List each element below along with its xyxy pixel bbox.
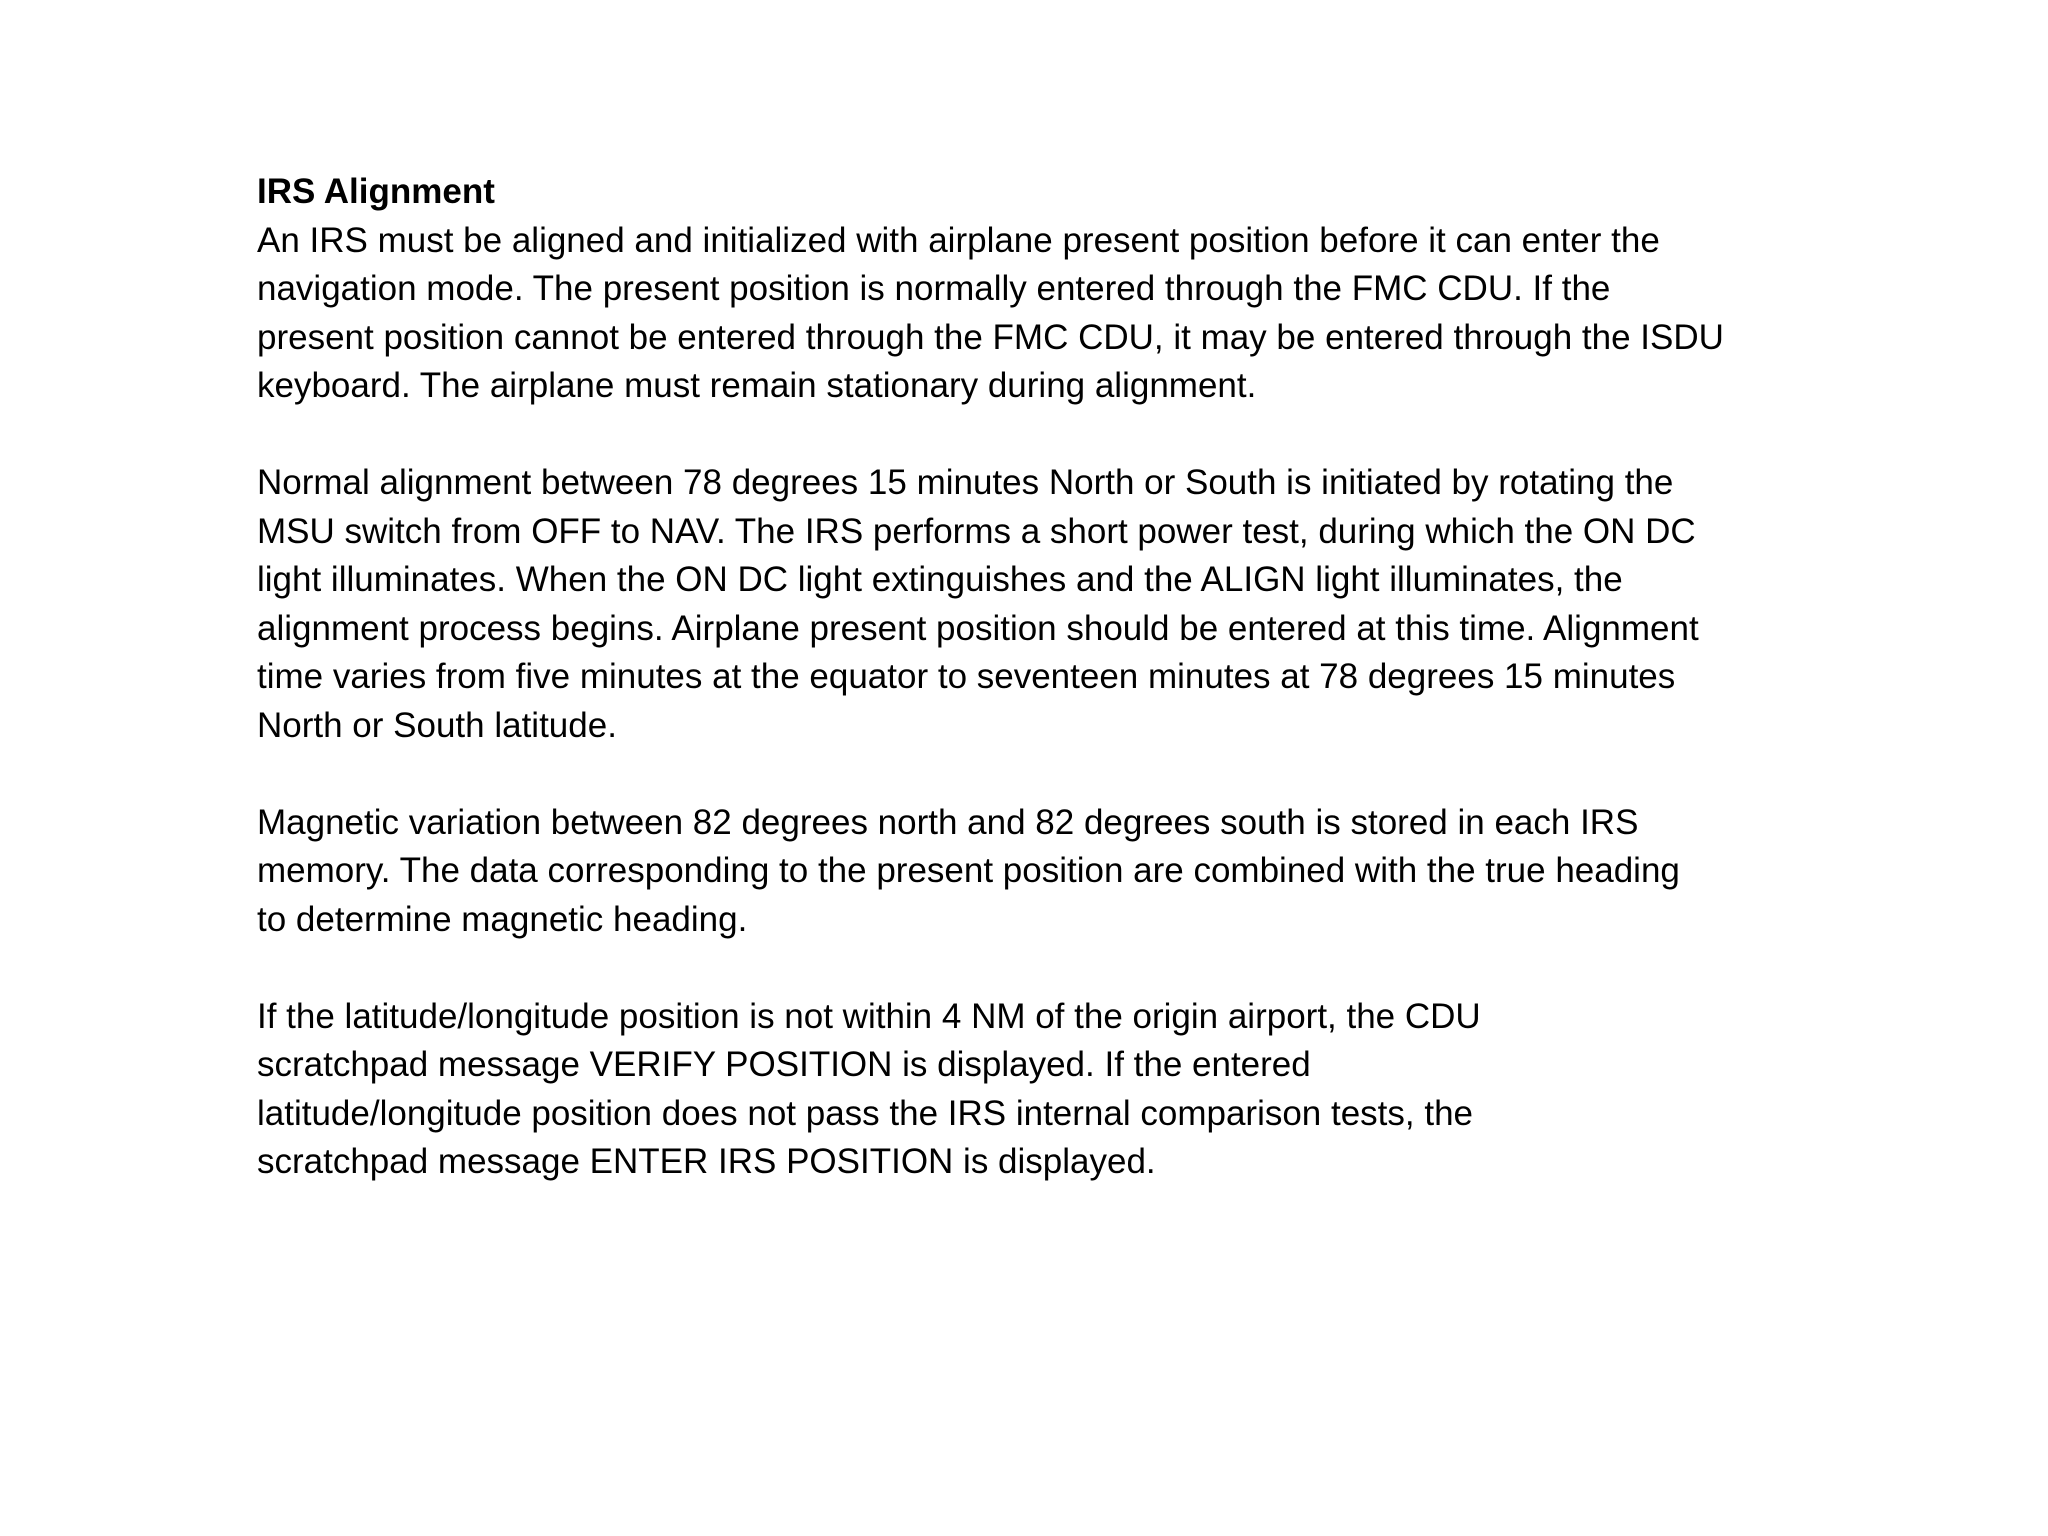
text-line: memory. The data corresponding to the present position are combined with the true heading [257,851,1680,890]
text-line: light illuminates. When the ON DC light extinguishes and the ALIGN light illuminates, the [257,560,1623,599]
text-line: Magnetic variation between 82 degrees north and 82 degrees south is stored in each IRS [257,802,1639,842]
text-line: present position cannot be entered through the FMC CDU, it may be entered through the ISDU [257,317,1724,357]
text-line: MSU switch from OFF to NAV. The IRS performs a short power test, during which the ON DC [257,511,1696,551]
paragraph-irs-initialization [257,217,1857,411]
paragraph-spacer [257,944,1857,993]
text-line: North or South latitude. [257,705,617,745]
paragraph-spacer [257,750,1857,799]
text-line: latitude/longitude position does not pass the IRS internal comparison tests, the [257,1093,1474,1133]
paragraph-spacer [257,411,1857,460]
paragraph-normal-alignment [257,459,1857,750]
text-line: to determine magnetic heading. [257,899,748,939]
text-line: Normal alignment between 78 degrees 15 minutes North or South is initiated by rotating the [257,463,1674,502]
text-body [257,168,1857,1187]
section-heading: IRS Alignment [257,172,495,211]
paragraph-position-verification [257,993,1857,1187]
text-line: scratchpad message ENTER IRS POSITION is displayed. [257,1142,1156,1181]
text-line: An IRS must be aligned and initialized with airplane present position before it can enter the [257,220,1660,260]
text-line: navigation mode. The present position is normally entered through the FMC CDU. If the [257,269,1611,308]
paragraph-magnetic-variation [257,799,1857,945]
text-line: keyboard. The airplane must remain stationary during alignment. [257,366,1257,405]
text-line: alignment process begins. Airplane present position should be entered at this time. Alignment [257,608,1699,648]
text-line: time varies from five minutes at the equator to seventeen minutes at 78 degrees 15 minutes [257,657,1676,696]
text-line: scratchpad message VERIFY POSITION is displayed. If the entered [257,1045,1311,1084]
text-line: If the latitude/longitude position is not within 4 NM of the origin airport, the CDU [257,996,1481,1036]
